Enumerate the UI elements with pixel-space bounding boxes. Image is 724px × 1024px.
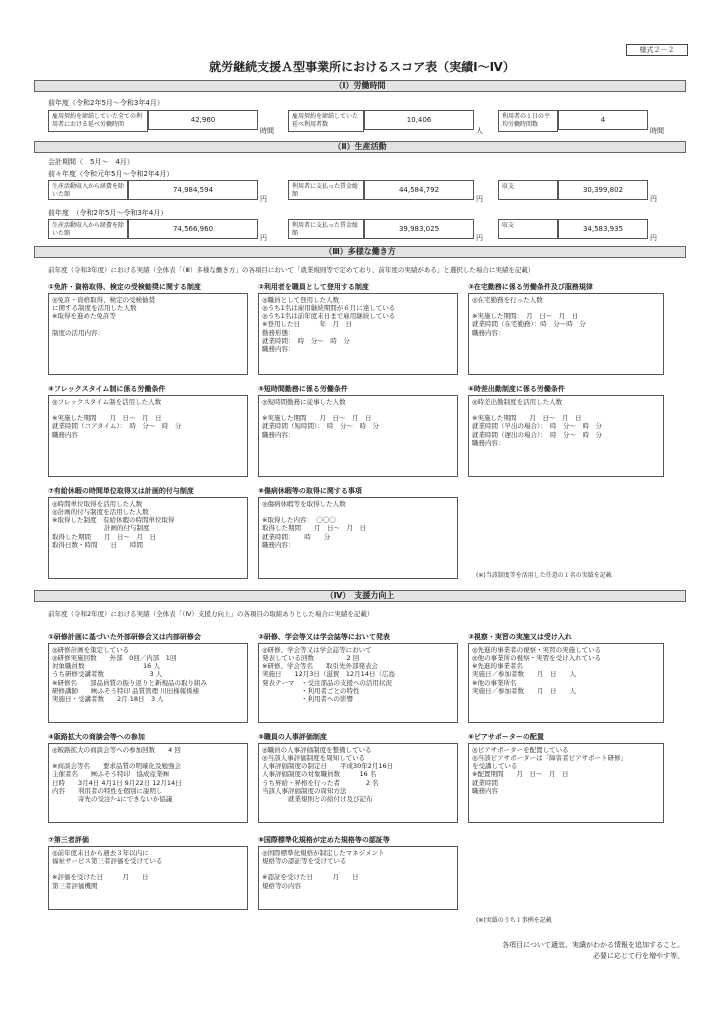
s2-y1-a-unit: 円 (260, 195, 267, 203)
s3-item1-title: ①免許・資格取得、検定の受検勧奨に関する制度 (48, 283, 201, 291)
s2-y1-a-value: 74,984,594 (128, 180, 258, 200)
s3-item2-box (258, 293, 458, 375)
footer-note-2: 必要に応じて行を増やす等。 (593, 952, 684, 960)
s1-a-label: 雇用契約を締結していた全ての利用者における延べ労働時間 (48, 110, 148, 132)
s3-item4-box (48, 395, 248, 477)
s4-item7-title: ⑦第三者評価 (48, 836, 89, 844)
page-title: 就労継続支援Ａ型事業所におけるスコア表（実績Ⅰ～Ⅳ） (209, 60, 515, 74)
s2-y2-c-value: 34,583,935 (558, 219, 648, 239)
s1-a-value: 42,960 (148, 110, 258, 130)
s1-c-value: 4 (558, 110, 648, 130)
s2-y2-b-label: 利用者に支払った賃金総額 (288, 219, 364, 239)
s4-item3-body: ◎先進的事業者の視察・実習の実施している ◎他の事業所の視察・実習を受け入れている ※先進的事業者名 実施日／参加者数 月 日 人 ※他の事業所名 実施日／参加者数 月 日 人 (472, 646, 602, 695)
s3-item6-body: ◎時差出勤制度を活用した人数 ※実施した期間 月 日～ 月 日 就業時間（早出の場合）： 時 分～ 時 分 就業時間（遅出の場合）： 時 分～ 時 分 職務内容： (472, 398, 602, 447)
s4-item3-title: ③視察・実習の実施又は受け入れ (468, 633, 572, 641)
s3-item8-title: ⑧傷病休暇等の取得に関する事項 (258, 487, 362, 495)
s4-item2-title: ②研修、学会等又は学会誌等において発表 (258, 633, 390, 641)
s4-item7-body: ◎前年度末日から過去３年以内に 福祉サービス第三者評価を受けている ※評価を受けた日 月 日 第三者評価機関 (52, 849, 163, 890)
s4-item4-body: ◎販路拡大の商談会等への参加回数 4 回 ※商談会等名 要求品質の明確化及勉強会 主催者名 ㈱ふそう特印 協成産業㈱ 日時 3月4日 4月1日 9月22日 12月14日 内容 利用者の特性を個別に説明し 寄先の受注ﾃｰﾑにできないか協議 (52, 746, 182, 803)
s3-item7-title: ⑦有給休暇の時間単位取得又は計画的付与制度 (48, 487, 194, 495)
s2-y1-c-value: 30,399,802 (558, 180, 648, 200)
s3-item6-box (468, 395, 664, 477)
s4-item2-box (258, 643, 458, 723)
s4-item4-box (48, 743, 248, 823)
s1-period: 前年度（令和2年5月～令和3年4月） (48, 99, 164, 107)
form-code: 様式２－２ (626, 44, 688, 56)
footer-note-1: 各項目について適宜、実績がわかる情報を追加すること。 (502, 941, 684, 949)
s3-item5-title: ⑤短時間勤務に係る労働条件 (258, 385, 348, 393)
section-1-header: （Ⅰ）労働時間 (34, 80, 686, 92)
s4-item6-box (468, 743, 664, 823)
s4-item4-title: ④販路拡大の商談会等への参加 (48, 733, 145, 741)
s3-item6-title: ⑥時差出勤制度に係る労働条件 (468, 385, 565, 393)
s1-b-label: 雇用契約を締結していた延べ利用者数 (288, 110, 364, 132)
s2-y1-b-value: 44,584,792 (364, 180, 474, 200)
s4-item6-title: ⑥ピアサポーターの配置 (468, 733, 544, 741)
s4-note: (※)実績のうち１事例を記載 (476, 917, 552, 924)
s2-y2-c-unit: 円 (650, 234, 657, 242)
s2-year1: 前々年度（令和元年5月～令和2年4月） (48, 170, 174, 178)
s2-y2-c-label: 収支 (498, 219, 558, 239)
s4-item8-body: ◎国際標準化規格が制定したマネジメント 規格等の認証等を受けている ※認証を受けた日 月 日 規格等の内容 (262, 849, 385, 890)
s2-y2-a-unit: 円 (260, 234, 267, 242)
s3-item1-body: ◎免許・資格取得、検定の受検勧奨 に関する制度を活用した人数 ※取得を進めた免許等 制度の活用内容： (52, 296, 156, 337)
s2-y1-b-label: 利用者に支払った賃金総額 (288, 180, 364, 200)
s3-item3-body: ◎在宅勤務を行った人数 ※実施した期間： 月 日～ 月 日 就業時間（在宅勤務）：時 分～時 分 職務内容： (472, 296, 586, 337)
s2-y2-b-value: 39,983,025 (364, 219, 474, 239)
section-3-header: （Ⅲ）多様な働き方 (34, 246, 686, 258)
s4-item1-box (48, 643, 248, 723)
s3-item2-body: ◎職員として登用した人数 ◎うち1名は雇用継続期間が６月に達している ◎うち1名は前年度末日まで雇用継続している ※登用した日 年 月 日 勤務形態： 就業時間： 時 分～ 時 分 職務内容： (262, 296, 396, 353)
s3-item7-body: ◎時間単位取得を活用した人数 ◎計画的付与制度を活用した人数 ※取得した制度 有給休暇の時間単位取得 計画的付与制度 取得した期間 月 日～ 月 日 取得日数・時間 日 時間 (52, 500, 175, 549)
s3-item1-box (48, 293, 248, 375)
s3-item5-box (258, 395, 458, 477)
s2-y1-b-unit: 円 (476, 195, 483, 203)
s3-item8-box (258, 497, 458, 579)
s4-item1-body: ◎研修計画を策定している ◎研修実施回数 外部 0回／内部 1回 対象職員数 16 人 うち研修受講者数 3 人 ※研修名 部品員質の振り返りと新規品の取り組み 研修講師 ㈱ふそう特印 品質管理 川田様報係様 実施日・受講者数 2月 18日 3 人 (52, 646, 207, 703)
s4-item1-title: ①研修計画に基づいた外部研修会又は内部研修会 (48, 633, 201, 641)
s4-item8-box (258, 846, 458, 910)
s3-item3-title: ③在宅勤務に係る労働条件及び服務規律 (468, 283, 593, 291)
s2-y2-a-label: 生産活動収入から経費を除いた額 (48, 219, 128, 239)
s2-y1-c-unit: 円 (650, 195, 657, 203)
s2-y1-a-label: 生産活動収入から経費を除いた額 (48, 180, 128, 200)
s3-item8-body: ◎傷病休暇等を取得した人数 ※取得した内容： 〇〇〇 取得した期間 月 日～ 月 日 就業時間： 時 分 職務内容： (262, 500, 366, 549)
s3-item2-title: ②利用者を職員として登用する制度 (258, 283, 369, 291)
s4-item2-body: ◎研修、学会等又は学会誌等において 発表している回数 2 回 ※研修、学会等名 取引先外部発表会 実施日 12月3日（滋賀 12月14日（広島 発表テーマ ・受注部品の支援への活用状況 ・利用者ごとの特性 ・利用者への影響 (262, 646, 395, 703)
s2-y2-b-unit: 円 (476, 234, 483, 242)
s2-period: 会計期間（ 5月～ 4月） (48, 158, 134, 166)
s4-item5-box (258, 743, 458, 823)
s4-item7-box (48, 846, 248, 910)
s2-y1-c-label: 収支 (498, 180, 558, 200)
s2-y2-a-value: 74,566,960 (128, 219, 258, 239)
section-2-header: （Ⅱ）生産活動 (34, 141, 686, 153)
s3-item3-box (468, 293, 664, 375)
s1-c-label: 利用者の１日の平均労働時間数 (498, 110, 558, 132)
s2-year2: 前年度 （令和2年5月～令和3年4月） (48, 209, 168, 217)
s3-item7-box (48, 497, 248, 579)
s4-item5-body: ◎職員の人事評価制度を整備している ◎当該人事評価制度を周知している 人事評価制度の制定日 平成30年2月16日 人事評価制度の対象職員数 16 名 うち昇給・昇格を行った者 2 名 当該人事評価制度の周知方法 就業規則との給付け及び記布 (262, 746, 394, 803)
s4-item5-title: ⑤職員の人事評価制度 (258, 733, 327, 741)
s1-b-value: 10,406 (364, 110, 474, 130)
s3-item4-body: ◎フレックスタイム制を活用した人数 ※実施した期間 月 日～ 月 日 就業時間（コアタイム）： 時 分～ 時 分 職務内容 (52, 398, 182, 439)
s3-intro: 前年度（令和3年度）における実績（全体表「（Ⅲ）多様な働き方」の各項目において「就業規則等で定めており、前年度の実績がある」と選択した場合に実績を記載） (48, 266, 535, 274)
s4-intro: 前年度（令和2年度）における実績（全体表「（Ⅳ）支援力向上」の各項目の取組ありとした場合に実績を記載） (48, 610, 374, 618)
section-4-header: （Ⅳ） 支援力向上 (34, 590, 686, 602)
s4-item8-title: ⑧国際標準化規格が定めた規格等の認証等 (258, 836, 390, 844)
s4-item3-box (468, 643, 664, 723)
s3-item5-body: ◎短時間勤務に従事した人数 ※実施した期間 月 日～ 月 日 就業時間（短時間）： 時 分～ 時 分 職務内容： (262, 398, 379, 439)
s3-note: (※)当該制度等を活用した任意の１名の実績を記載 (476, 572, 612, 579)
s1-a-unit: 時間 (260, 127, 274, 135)
s4-item6-body: ◎ピアサポーターを配置している ◎当該ピアサポーターは「障害者ピアサポート研修」 を受講している ※配置期間 月 日～ 月 日 就業時間 職務内容 (472, 746, 628, 795)
s1-b-unit: 人 (476, 127, 483, 135)
s1-c-unit: 時間 (650, 127, 664, 135)
s3-item4-title: ④フレックスタイム制に係る労働条件 (48, 385, 166, 393)
